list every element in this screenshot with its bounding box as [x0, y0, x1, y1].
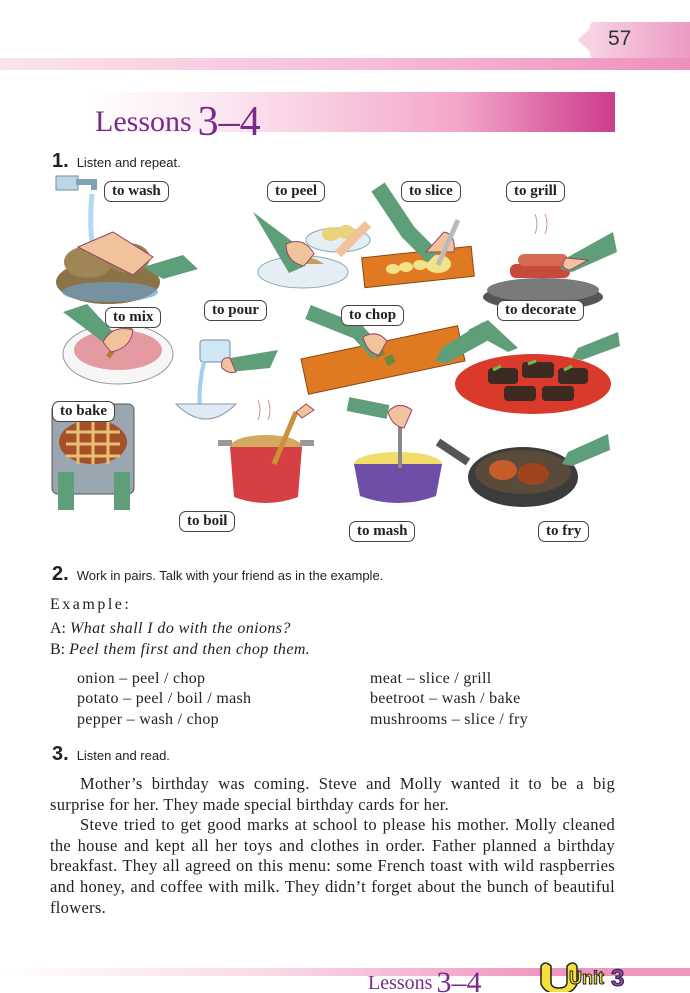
pair-left-3: pepper – wash / chop — [77, 711, 219, 728]
label-to-grill: to grill — [506, 181, 565, 202]
label-to-fry: to fry — [538, 521, 589, 542]
label-to-pour: to pour — [204, 300, 267, 321]
frying-scene — [438, 434, 610, 507]
reading-paragraph-1: Mother’s birthday was coming. Steve and Molly wanted it to be a big surprise for her. They made special birthday cards for her. — [50, 774, 615, 814]
exercise-2-heading — [52, 563, 383, 586]
header-band — [0, 58, 690, 70]
dialog-line-a — [50, 620, 291, 638]
lesson-title-text: Lessons — [95, 105, 192, 138]
page-number-tab — [590, 22, 690, 58]
dialog-b-speaker: B: — [50, 641, 66, 658]
label-to-mash: to mash — [349, 521, 415, 542]
exercise-2-number: 2. — [52, 563, 69, 585]
grilling-scene — [483, 214, 617, 310]
pair-right-2: beetroot – wash / bake — [370, 690, 521, 707]
label-to-peel: to peel — [267, 181, 325, 202]
label-to-wash: to wash — [104, 181, 169, 202]
footer-lesson-number: 3–4 — [436, 966, 482, 993]
lesson-title — [95, 94, 261, 145]
exercise-1-number: 1. — [52, 150, 69, 172]
label-to-decorate: to decorate — [497, 300, 584, 321]
peeling-scene — [253, 212, 370, 288]
mashing-scene — [348, 404, 442, 503]
page-number: 57 — [608, 27, 632, 50]
pouring-scene — [176, 340, 278, 419]
pair-left-1: onion – peel / chop — [77, 670, 206, 687]
unit-logo — [535, 958, 635, 992]
decorating-scene — [455, 320, 620, 414]
exercise-1-instruction: Listen and repeat. — [76, 155, 181, 170]
pair-right-1: meat – slice / grill — [370, 670, 492, 687]
unit-logo-number: 3 — [611, 965, 625, 992]
cooking-illustration — [48, 172, 623, 544]
exercise-2-instruction: Work in pairs. Talk with your friend as in the example. — [76, 568, 384, 583]
label-to-bake: to bake — [52, 401, 115, 422]
lesson-title-number: 3–4 — [197, 99, 261, 145]
label-to-mix: to mix — [105, 307, 161, 328]
label-to-slice: to slice — [401, 181, 461, 202]
footer-lesson-text: Lessons — [368, 972, 433, 993]
unit-logo-text: Unit — [569, 968, 604, 988]
pair-right-3: mushrooms – slice / fry — [370, 711, 528, 728]
label-to-chop: to chop — [341, 305, 404, 326]
exercise-3-number: 3. — [52, 743, 69, 765]
exercise-1-heading — [52, 150, 181, 173]
exercise-3-instruction: Listen and read. — [76, 748, 170, 763]
reading-paragraph-2: Steve tried to get good marks at school to please his mother. Molly cleaned the house and kept all her toys and clothes in order. Father planned a birthday breakfast. They all agreed on this menu: some French toast with wild raspberries and honey, and coffee with milk. They didn’t forget about the bunch of beautiful flowers. — [50, 815, 615, 917]
boiling-scene — [218, 400, 314, 503]
dialog-line-b — [50, 641, 310, 659]
slicing-scene — [362, 187, 475, 288]
pair-left-2: potato – peel / boil / mash — [77, 690, 252, 707]
example-label: Example: — [50, 596, 132, 613]
footer-lesson-title — [368, 963, 481, 993]
dialog-b-text: Peel them first and then chop them. — [69, 641, 311, 658]
label-to-boil: to boil — [179, 511, 235, 532]
dialog-a-text: What shall I do with the onions? — [70, 620, 291, 637]
reading-text — [50, 774, 615, 918]
dialog-a-speaker: A: — [50, 620, 66, 637]
exercise-3-heading — [52, 743, 170, 766]
